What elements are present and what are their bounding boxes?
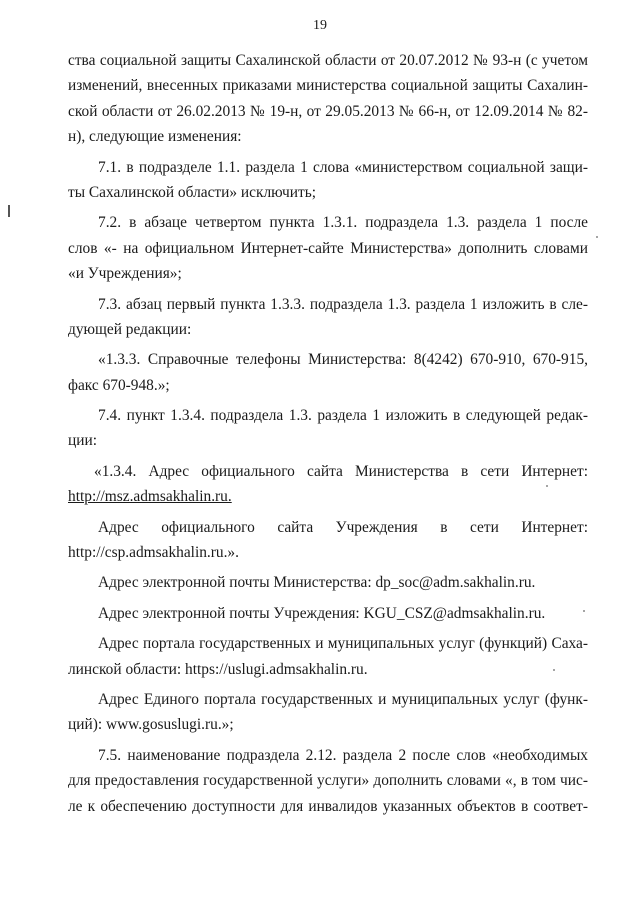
text-line: линской области: https://uslugi.admsakhalin.ru. bbox=[68, 660, 368, 678]
text-line: изменений, внесенных приказами министерства социальной защиты Сахалин- bbox=[68, 77, 588, 95]
text-line: 7.3. абзац первый пункта 1.3.3. подраздела 1.3. раздела 1 изложить в сле- bbox=[98, 295, 588, 313]
text-line: http://csp.admsakhalin.ru.». bbox=[68, 544, 239, 562]
text-line: 7.4. пункт 1.3.4. подраздела 1.3. раздела 1 изложить в следующей редак- bbox=[98, 407, 588, 425]
text-line: н), следующие изменения: bbox=[68, 128, 242, 146]
text-line: http://msz.admsakhalin.ru. bbox=[68, 488, 232, 506]
text-line: Адрес Единого портала государственных и муниципальных услуг (функ- bbox=[98, 690, 588, 708]
text-line: Адрес электронной почты Министерства: dp_soc@adm.sakhalin.ru. bbox=[98, 574, 536, 592]
text-line: факс 670-948.»; bbox=[68, 376, 170, 394]
text-line: «1.3.3. Справочные телефоны Министерства: 8(4242) 670-910, 670-915, bbox=[98, 351, 588, 369]
text-line: «и Учреждения»; bbox=[68, 265, 182, 283]
text-line: для предоставления государственной услуги» дополнить словами «, в том чис- bbox=[68, 772, 588, 790]
page-number: 19 bbox=[313, 18, 327, 33]
text-line: ства социальной защиты Сахалинской области от 20.07.2012 № 93-н (с учетом bbox=[68, 52, 588, 69]
text-line: 7.1. в подразделе 1.1. раздела 1 слова «министерством социальной защи- bbox=[98, 158, 588, 176]
text-line: Адрес электронной почты Учреждения: KGU_CSZ@admsakhalin.ru. bbox=[98, 604, 546, 622]
text-line: ты Сахалинской области» исключить; bbox=[68, 183, 317, 201]
text-line: 7.2. в абзаце четвертом пункта 1.3.1. подраздела 1.3. раздела 1 после bbox=[98, 214, 588, 232]
scan-speck bbox=[596, 236, 598, 238]
text-line: ций): www.gosuslugi.ru.»; bbox=[68, 716, 234, 734]
text-line: ле к обеспечению доступности для инвалидов указанных объектов в соответ- bbox=[68, 797, 588, 815]
text-line: Адрес портала государственных и муниципальных услуг (функций) Саха- bbox=[98, 635, 588, 653]
text-line: 7.5. наименование подраздела 2.12. раздела 2 после слов «необходимых bbox=[98, 746, 588, 764]
document-body bbox=[68, 48, 588, 819]
text-line: «1.3.4. Адрес официального сайта Министерства в сети Интернет: bbox=[94, 462, 588, 480]
text-line: ции: bbox=[68, 432, 97, 450]
text-line: Адрес официального сайта Учреждения в сети Интернет: bbox=[98, 518, 588, 536]
scan-margin-mark bbox=[8, 205, 10, 217]
text-line: ской области от 26.02.2013 № 19-н, от 29.05.2013 № 66-н, от 12.09.2014 № 82- bbox=[68, 102, 588, 120]
text-line: дующей редакции: bbox=[68, 320, 192, 338]
text-line: слов «- на официальном Интернет-сайте Министерства» дополнить словами bbox=[68, 239, 588, 257]
